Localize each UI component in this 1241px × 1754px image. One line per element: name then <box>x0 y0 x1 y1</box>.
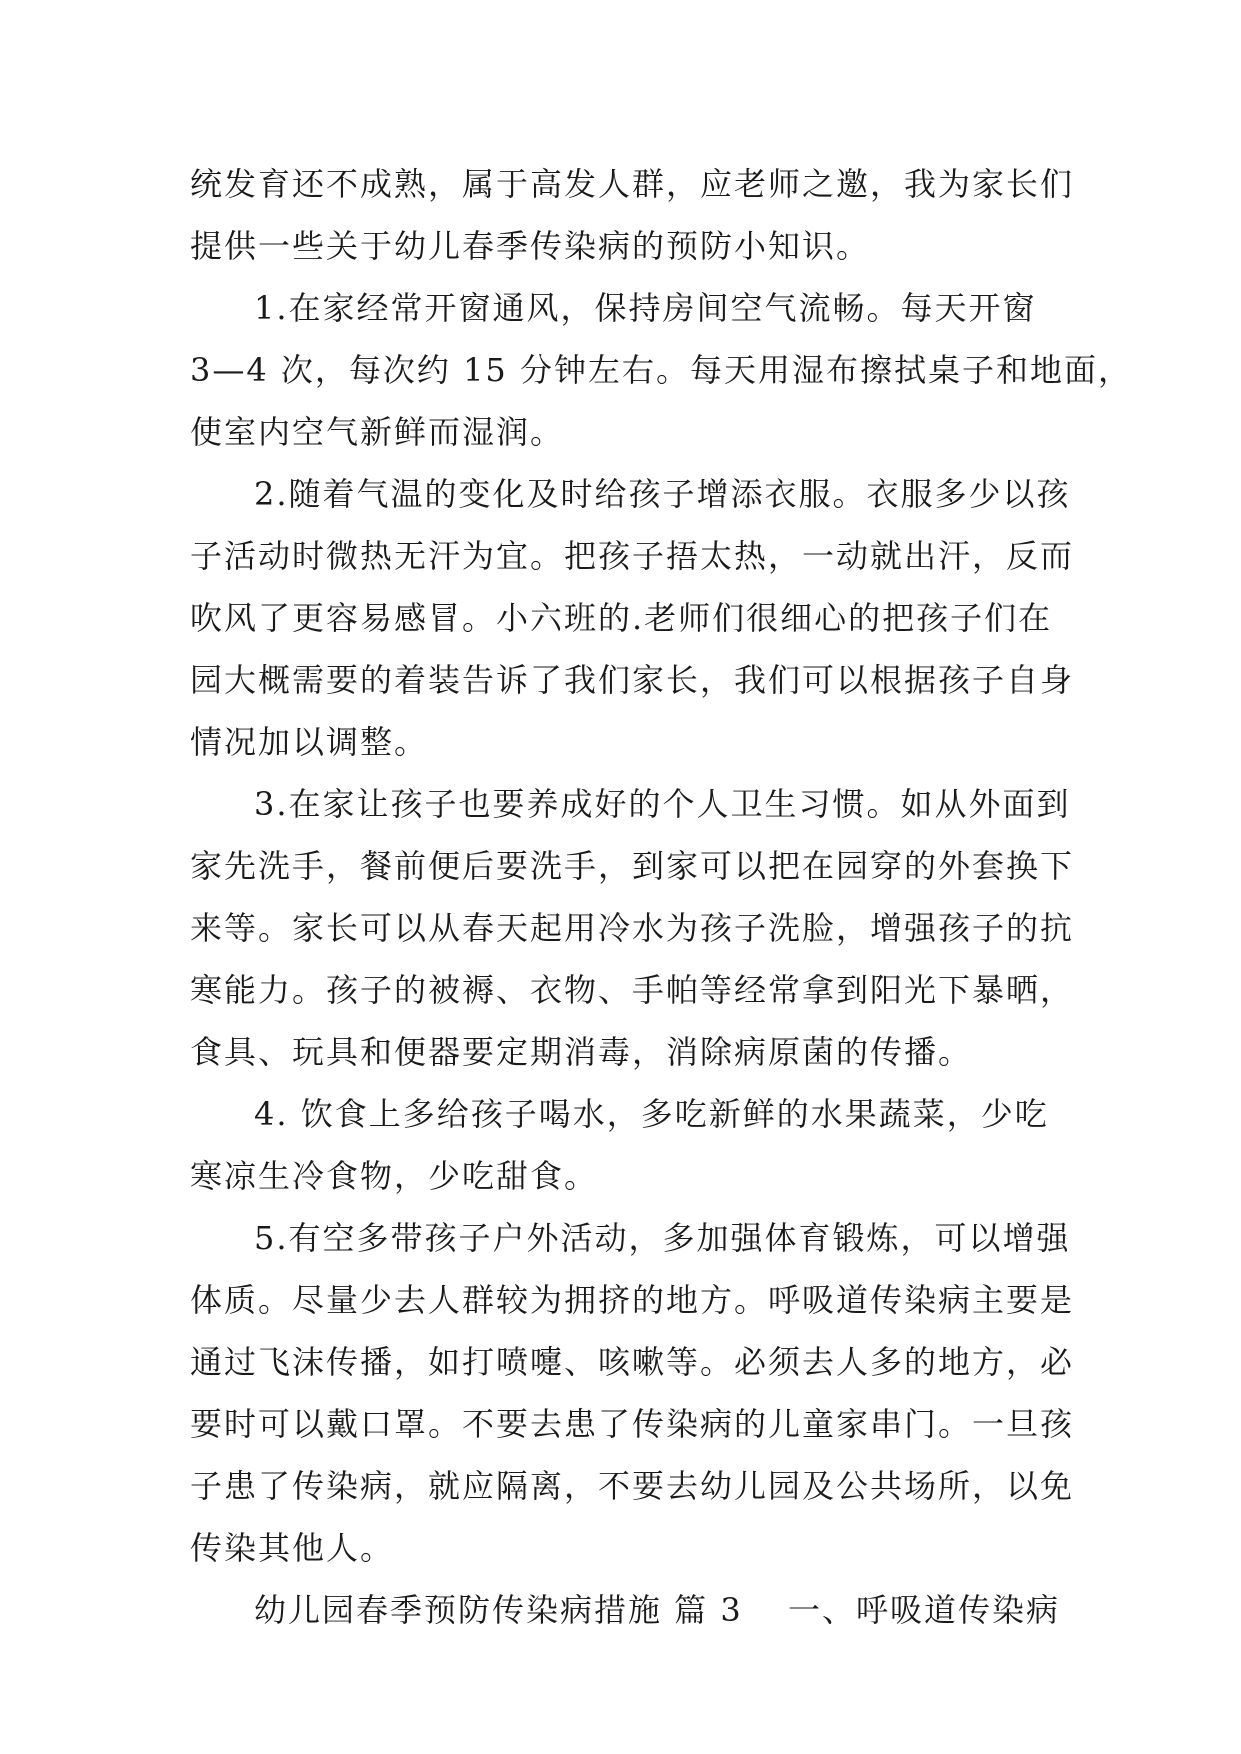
text-line: 情况加以调整。 <box>190 723 429 761</box>
text-line: 3—4 次，每次约 15 分钟左右。每天用湿布擦拭桌子和地面， <box>190 351 1132 389</box>
section-title: 幼儿园春季预防传染病措施 篇 3 <box>254 1591 743 1629</box>
text-line: 寒能力。孩子的被褥、衣物、手帕等经常拿到阳光下暴晒， <box>190 971 1075 1009</box>
text-line: 使室内空气新鲜而湿润。 <box>190 413 565 451</box>
text-line: 体质。尽量少去人群较为拥挤的地方。呼吸道传染病主要是 <box>190 1281 1075 1319</box>
paragraph-start-line: 1.在家经常开窗通风，保持房间空气流畅。每天开窗 <box>254 289 1037 327</box>
text-line: 提供一些关于幼儿春季传染病的预防小知识。 <box>190 227 871 265</box>
text-line: 子患了传染病，就应隔离，不要去幼儿园及公共场所，以免 <box>190 1467 1075 1505</box>
paragraph-start-line: 2.随着气温的变化及时给孩子增添衣服。衣服多少以孩 <box>254 475 1071 513</box>
section-subtitle: 一、呼吸道传染病 <box>787 1591 1060 1629</box>
text-line: 传染其他人。 <box>190 1529 395 1567</box>
text-line: 子活动时微热无汗为宜。把孩子捂太热，一动就出汗，反而 <box>190 537 1075 575</box>
text-line: 园大概需要的着装告诉了我们家长，我们可以根据孩子自身 <box>190 661 1075 699</box>
text-line: 寒凉生冷食物，少吃甜食。 <box>190 1157 599 1195</box>
text-line: 要时可以戴口罩。不要去患了传染病的儿童家串门。一旦孩 <box>190 1405 1075 1443</box>
text-line: 食具、玩具和便器要定期消毒，消除病原菌的传播。 <box>190 1033 973 1071</box>
paragraph-start-line: 4. 饮食上多给孩子喝水，多吃新鲜的水果蔬菜，少吃 <box>254 1095 1049 1133</box>
text-line: 家先洗手，餐前便后要洗手，到家可以把在园穿的外套换下 <box>190 847 1075 885</box>
text-line: 吹风了更容易感冒。小六班的.老师们很细心的把孩子们在 <box>190 599 1053 637</box>
document-body <box>190 153 1132 1641</box>
paragraph-start-line: 5.有空多带孩子户外活动，多加强体育锻炼，可以增强 <box>254 1219 1071 1257</box>
text-line: 通过飞沫传播，如打喷嚏、咳嗽等。必须去人多的地方，必 <box>190 1343 1075 1381</box>
section-heading <box>190 1579 1060 1641</box>
paragraph-start-line: 3.在家让孩子也要养成好的个人卫生习惯。如从外面到 <box>254 785 1071 823</box>
text-line: 统发育还不成熟，属于高发人群，应老师之邀，我为家长们 <box>190 165 1075 203</box>
text-line: 来等。家长可以从春天起用冷水为孩子洗脸，增强孩子的抗 <box>190 909 1075 947</box>
